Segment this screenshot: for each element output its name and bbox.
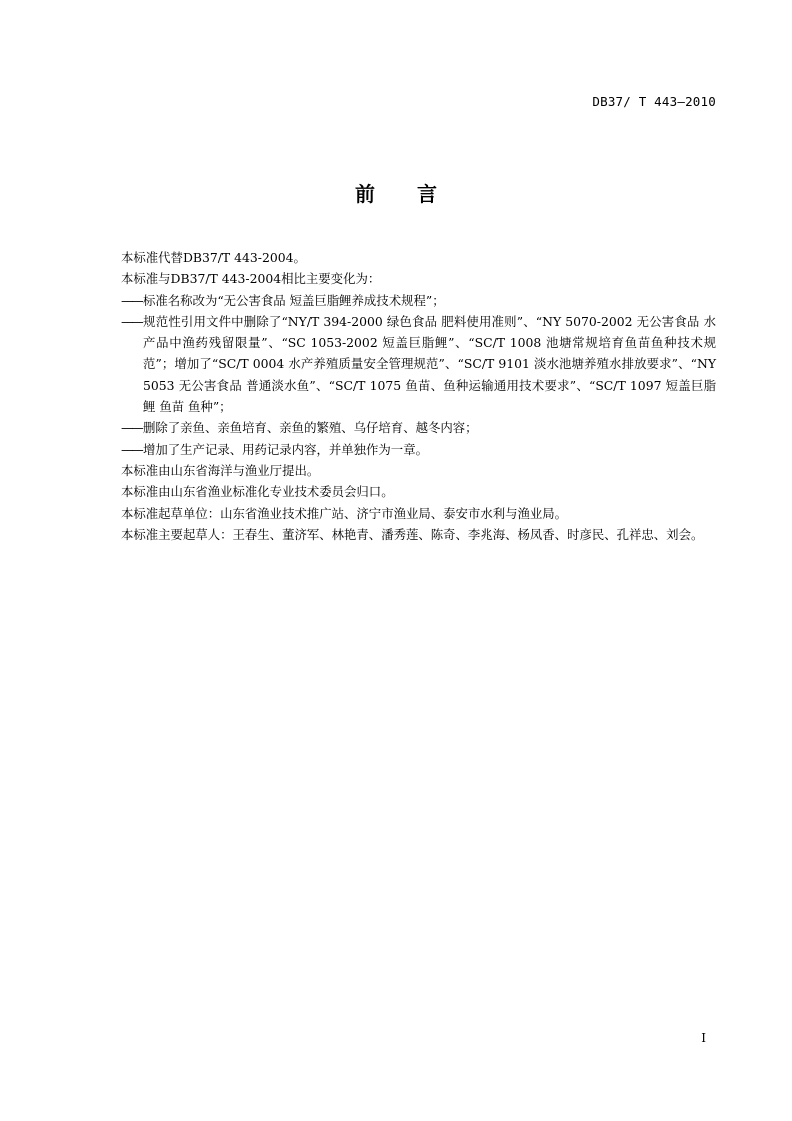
- dash-mark: ——: [121, 441, 142, 457]
- change-item-text: 规范性引用文件中删除了“NY/T 394-2000 绿色食品 肥料使用准则”、“NY 5070-2002 无公害食品 水产品中渔药残留限量”、“SC 1053-2002 短盖巨脂鲤”、“SC/T 1008 池塘常规培育鱼苗鱼种技术规范”；增加了“SC/T 0004 水产养殖质量安全管理规范”、“SC/T 9101 淡水池塘养殖水排放要求”、“NY 5053 无公害食品 普通淡水鱼”、“SC/T 1075 鱼苗、鱼种运输通用技术要求”、“SC/T 1097 短盖巨脂鲤 鱼苗 鱼种”；: [143, 313, 716, 415]
- change-item-title: [96, 290, 716, 311]
- change-item-text: 删除了亲鱼、亲鱼培育、亲鱼的繁殖、乌仔培育、越冬内容；: [143, 420, 478, 436]
- paragraph-proposed-by: 本标准由山东省海洋与渔业厅提出。: [121, 462, 320, 478]
- change-item-removed: [96, 417, 716, 438]
- page-title: [0, 178, 792, 207]
- paragraph-centralized-by: 本标准由山东省渔业标准化专业技术委员会归口。: [121, 484, 394, 500]
- standard-code: DB37/ T 443—2010: [592, 94, 716, 109]
- paragraph-replaces: 本标准代替DB37/T 443-2004。: [121, 250, 306, 265]
- title-char-1: 前: [355, 182, 375, 206]
- dash-mark: ——: [121, 420, 142, 436]
- page-number: I: [701, 1031, 706, 1045]
- paragraph-drafting-units: 本标准起草单位：山东省渔业技术推广站、济宁市渔业局、泰安市水利与渔业局。: [121, 505, 568, 521]
- change-item-references: [96, 311, 716, 417]
- change-item-text: 标准名称改为“无公害食品 短盖巨脂鲤养成技术规程”；: [143, 292, 445, 308]
- dash-mark: ——: [121, 292, 142, 308]
- change-item-text: 增加了生产记录、用药记录内容，并单独作为一章。: [143, 441, 428, 457]
- paragraph-changes-intro: 本标准与DB37/T 443-2004相比主要变化为：: [121, 271, 381, 287]
- dash-mark: ——: [121, 313, 142, 329]
- paragraph-drafters: 本标准主要起草人：王春生、董济军、林艳青、潘秀莲、陈奇、李兆海、杨凤香、时彦民、孔祥忠、刘会。: [121, 526, 704, 542]
- change-item-added: [96, 439, 716, 460]
- foreword-body: [96, 247, 716, 545]
- title-char-2: 言: [417, 182, 437, 206]
